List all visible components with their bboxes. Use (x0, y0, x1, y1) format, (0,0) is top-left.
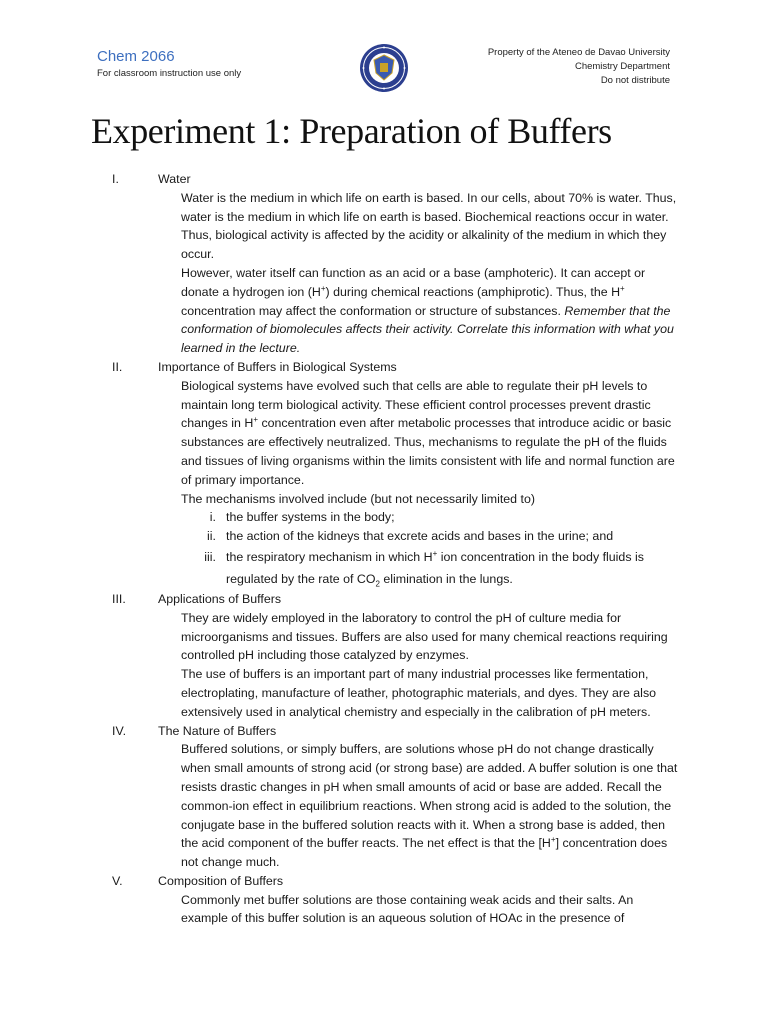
list-item (0, 527, 686, 546)
page-title: Experiment 1: Preparation of Buffers (91, 111, 612, 151)
document-body (0, 170, 768, 928)
section-title: The Nature of Buffers (158, 723, 277, 738)
section-body (181, 891, 681, 929)
paragraph: However, water itself can function as an acid or a base (amphoteric). It can accept or donate a hydrogen ion (H+) during chemical reactions (amphiprotic). Thus, the H+ concentration may affect the conformation or structure of substances. Remember that the conformation of biomolecules affects their activity. Correlate this information with what you learned in the lecture. (181, 265, 674, 356)
paragraph: They are widely employed in the laboratory to control the pH of culture media for microorganisms and tissues. Buffers are also used for many chemical reactions requiring controlled pH including those catalyzed by enzymes. (181, 610, 668, 663)
paragraph: The mechanisms involved include (but not necessarily limited to) (181, 491, 535, 506)
property-line: Property of the Ateneo de Davao University (487, 47, 670, 58)
italic-note: Remember that the conformation of biomolecules affects their activity. Correlate this information with what you learned in the lecture. (181, 303, 674, 356)
course-code: Chem 2066 (97, 48, 175, 65)
section-number: I. (112, 172, 119, 186)
section-heading (0, 722, 768, 741)
list-item (0, 508, 686, 527)
list-item (0, 546, 686, 590)
paragraph: The use of buffers is an important part of many industrial processes like fermentation, electroplating, manufacture of leather, photographic materials, and dyes. They are also extensively used in analytical chemistry and especially in the calibration of pH meters. (181, 667, 657, 719)
list-text: the action of the kidneys that excrete acids and bases in the urine; and (226, 529, 614, 544)
section-heading (0, 590, 768, 609)
superscript-plus: + (620, 283, 625, 293)
section-number: III. (112, 591, 126, 606)
list-text: the buffer systems in the body; (226, 510, 395, 525)
list-number: iii. (204, 549, 216, 564)
paragraph: Buffered solutions, or simply buffers, are solutions whose pH do not change drastically when small amounts of strong acid (or strong base) are added. A buffer solution is one that resists drastic changes in pH when small amounts of acid or base are added. Recall the common-ion effect in equilibrium reactions. When strong acid is added to the solution, the conjugate base in the buffered solution reacts with it. When a strong base is added, then the acid component of the buffer reacts. The net effect is that the [H+] concentration does not change much. (181, 742, 678, 870)
section-title: Water (158, 172, 191, 186)
usage-note: For classroom instruction use only (97, 68, 242, 79)
section-heading (0, 872, 768, 891)
paragraph: Biological systems have evolved such that cells are able to regulate their pH levels to maintain long term biological activity. These efficient control processes prevent drastic changes in H+ concentration even after metabolic processes that introduce acidic or basic substances are effectively neutralized. Thus, mechanisms to regulate the pH of the fluids and tissues of living organisms within the limits consistent with life and normal function are of primary importance. (181, 378, 675, 487)
list-number: i. (209, 510, 216, 525)
superscript-plus: + (253, 415, 258, 425)
subscript-two: 2 (375, 579, 380, 589)
section-body (181, 740, 681, 872)
section-number: V. (112, 873, 123, 888)
superscript-plus: + (432, 548, 438, 558)
superscript-plus: + (550, 835, 556, 845)
section-number: IV. (112, 723, 127, 738)
section-title: Importance of Buffers in Biological Systems (158, 359, 397, 374)
section-body (181, 189, 681, 358)
section-title: Composition of Buffers (158, 873, 284, 888)
list-text: the respiratory mechanism in which H+ ion concentration in the body fluids is regulated by the rate of $CO_2$ elimination in the lungs. (226, 548, 644, 589)
section-number: II. (112, 359, 123, 374)
superscript-plus: + (320, 283, 326, 293)
section-heading (0, 170, 768, 189)
list-number: ii. (207, 529, 216, 544)
section-title: Applications of Buffers (158, 591, 282, 606)
paragraph: Water is the medium in which life on earth is based. In our cells, about 70% is water. Thus, water is the medium in which life on earth is based. Biochemical reactions occur in water. Thus, biological activity is affected by the acidity or alkalinity of the medium in which they occur. (181, 190, 677, 262)
paragraph: Commonly met buffer solutions are those containing weak acids and their salts. An example of this buffer solution is an aqueous solution of HOAc in the presence of (181, 892, 634, 926)
section-body (181, 377, 681, 509)
header-right (488, 46, 670, 88)
header-left (97, 48, 241, 79)
distribution-line: Do not distribute (600, 75, 670, 86)
section-body (181, 609, 681, 722)
university-seal-icon (359, 43, 409, 93)
section-heading (0, 358, 768, 377)
department-line: Chemistry Department (574, 61, 670, 72)
